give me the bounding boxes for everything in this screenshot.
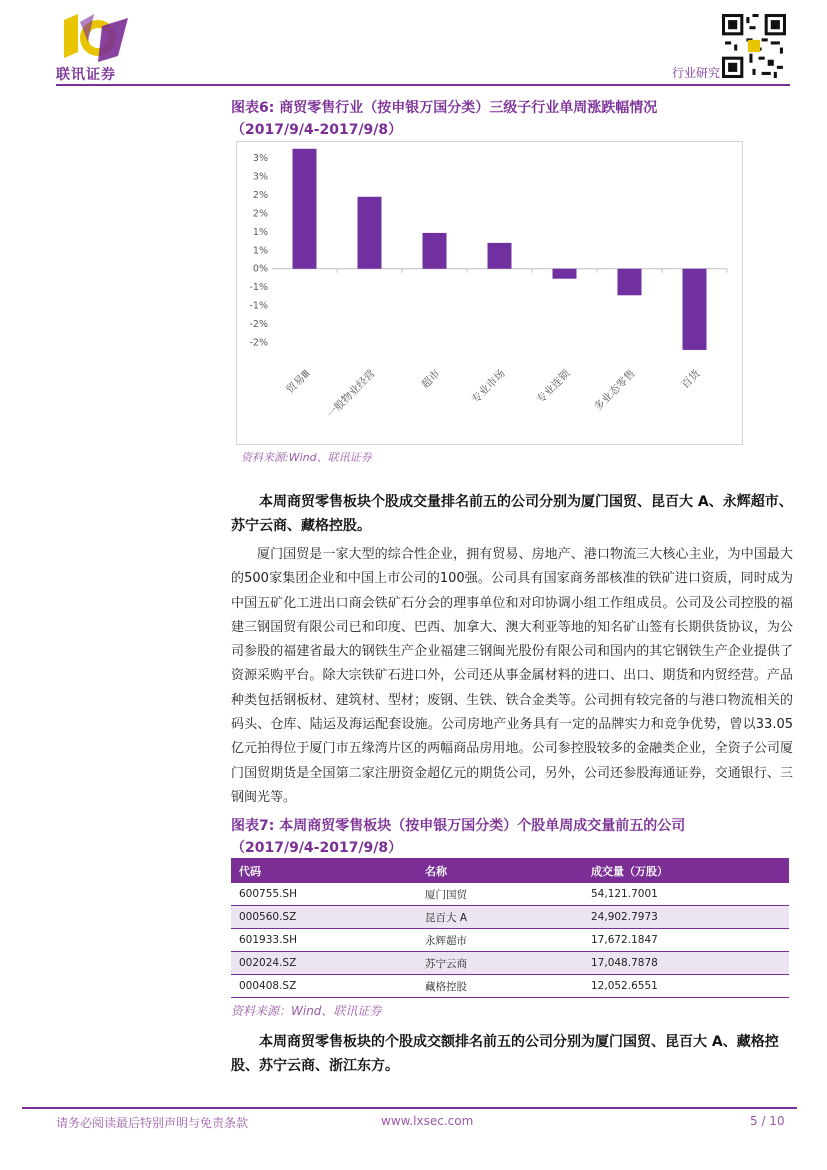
figure6-source: 资料来源:Wind、联讯证券: [241, 451, 372, 464]
cell-code: 000560.SZ: [231, 906, 417, 929]
bar: [293, 149, 317, 269]
x-tick-label: 一般物业经营: [324, 367, 378, 421]
cell-name: 藏格控股: [417, 975, 583, 998]
x-tick-label: 超市: [419, 367, 443, 391]
bar: [683, 269, 707, 350]
column-header-code: 代码: [231, 858, 417, 883]
bar: [423, 233, 447, 269]
bar: [618, 269, 642, 296]
bar: [488, 243, 512, 269]
cell-volume: 12,052.6551: [583, 975, 789, 998]
bar-chart: [237, 142, 742, 444]
report-type-label: 行业研究: [672, 66, 721, 80]
company-description-paragraph: 厦门国贸是一家大型的综合性企业，拥有贸易、房地产、港口物流三大核心主业，为中国最大的500家集团企业和中国上市公司的100强。公司具有国家商务部核准的铁矿进口资质，同时成为中国五矿化工进出口商会铁矿石分会的理事单位和对印协调小组工作组成员。公司及公司控股的福建三钢国贸有限公司已和印度、巴西、加拿大、澳大利亚等地的知名矿山签有长期供货协议，为公司参股的福建省最大的钢铁生产企业福建三钢闽光股份有限公司和国内的其它钢铁生产企业提供了资源采购平台。除大宗铁矿石进口外，公司还从事金属材料的进口、出口、期货和内贸经营。产品种类包括钢板材、建筑材、型材；废钢、生铁、铁合金类等。公司拥有较完备的与港口物流相关的码头、仓库、陆运及海运配套设施。公司房地产业务具有一定的品牌实力和竞争优势，曾以33.05亿元拍得位于厦门市五缘湾片区的两幅商品房用地。公司参控股较多的金融类企业，全资子公司厦门国贸期货是全国第二家注册资金超亿元的期货公司，另外，公司还参股海通证券，交通银行、三钢闽光等。: [231, 547, 793, 805]
table-row: [231, 975, 789, 998]
cell-code: 002024.SZ: [231, 952, 417, 975]
x-tick-label: 贸易Ⅲ: [284, 367, 313, 397]
figure7-date-range: （2017/9/4-2017/9/8）: [231, 840, 403, 856]
table-row: [231, 952, 789, 975]
header-divider: [56, 84, 790, 86]
cell-name: 永辉超市: [417, 929, 583, 952]
x-tick-label: 多业态零售: [592, 367, 638, 414]
y-tick-label: -2%: [249, 319, 268, 331]
y-tick-label: 2%: [252, 208, 268, 220]
volume-summary-paragraph: 本周商贸零售板块个股成交量排名前五的公司分别为厦门国贸、昆百大 A、永辉超市、苏宁云商、藏格控股。: [231, 494, 793, 534]
table-row: [231, 883, 789, 906]
figure6-chart: [236, 141, 743, 445]
y-tick-label: 0%: [252, 263, 268, 275]
y-tick-label: -1%: [249, 300, 268, 312]
figure7-title-text: 图表7: 本周商贸零售板块（按申银万国分类）个股单周成交量前五的公司: [231, 818, 686, 834]
figure6-date-range: （2017/9/4-2017/9/8）: [231, 122, 403, 138]
turnover-summary-paragraph: 本周商贸零售板块的个股成交额排名前五的公司分别为厦门国贸、昆百大 A、藏格控股、苏宁云商、浙江东方。: [231, 1034, 779, 1074]
cell-volume: 17,048.7878: [583, 952, 789, 975]
table-row: [231, 929, 789, 952]
brand-name: 联讯证券: [56, 67, 116, 83]
page-number: 5 / 10: [750, 1114, 785, 1128]
y-tick-label: -1%: [249, 282, 268, 294]
bar: [553, 269, 577, 279]
cell-code: 600755.SH: [231, 883, 417, 906]
cell-name: 苏宁云商: [417, 952, 583, 975]
cell-code: 000408.SZ: [231, 975, 417, 998]
bar: [358, 197, 382, 269]
cell-code: 601933.SH: [231, 929, 417, 952]
y-tick-label: 3%: [252, 153, 268, 164]
figure6-title: [231, 97, 793, 141]
y-tick-label: -2%: [249, 337, 268, 349]
x-tick-label: 专业市场: [469, 367, 508, 406]
cell-volume: 54,121.7001: [583, 883, 789, 906]
website-link[interactable]: www.lxsec.com: [381, 1114, 474, 1128]
x-tick-label: 专业连锁: [534, 367, 573, 406]
x-tick-label: 百货: [679, 367, 703, 391]
qr-code-icon: [722, 14, 786, 78]
cell-name: 厦门国贸: [417, 883, 583, 906]
column-header-name: 名称: [417, 858, 583, 883]
cell-volume: 24,902.7973: [583, 906, 789, 929]
figure7-title: [231, 815, 793, 859]
figure7-source: 资料来源：Wind、联讯证券: [231, 1004, 382, 1018]
y-tick-label: 1%: [252, 245, 268, 257]
company-logo-icon: [58, 12, 130, 64]
table-header-row: [231, 858, 789, 883]
figure6-title-text: 图表6: 商贸零售行业（按申银万国分类）三级子行业单周涨跌幅情况: [231, 100, 658, 116]
footer-divider: [22, 1107, 797, 1109]
table-row: [231, 906, 789, 929]
y-tick-label: 2%: [252, 189, 268, 201]
top-volume-table: [231, 858, 789, 998]
cell-volume: 17,672.1847: [583, 929, 789, 952]
cell-name: 昆百大 A: [417, 906, 583, 929]
y-tick-label: 3%: [252, 171, 268, 183]
disclaimer-link[interactable]: 请务必阅读最后特别声明与免责条款: [56, 1116, 249, 1130]
y-tick-label: 1%: [252, 226, 268, 238]
column-header-volume: 成交量（万股）: [583, 858, 789, 883]
